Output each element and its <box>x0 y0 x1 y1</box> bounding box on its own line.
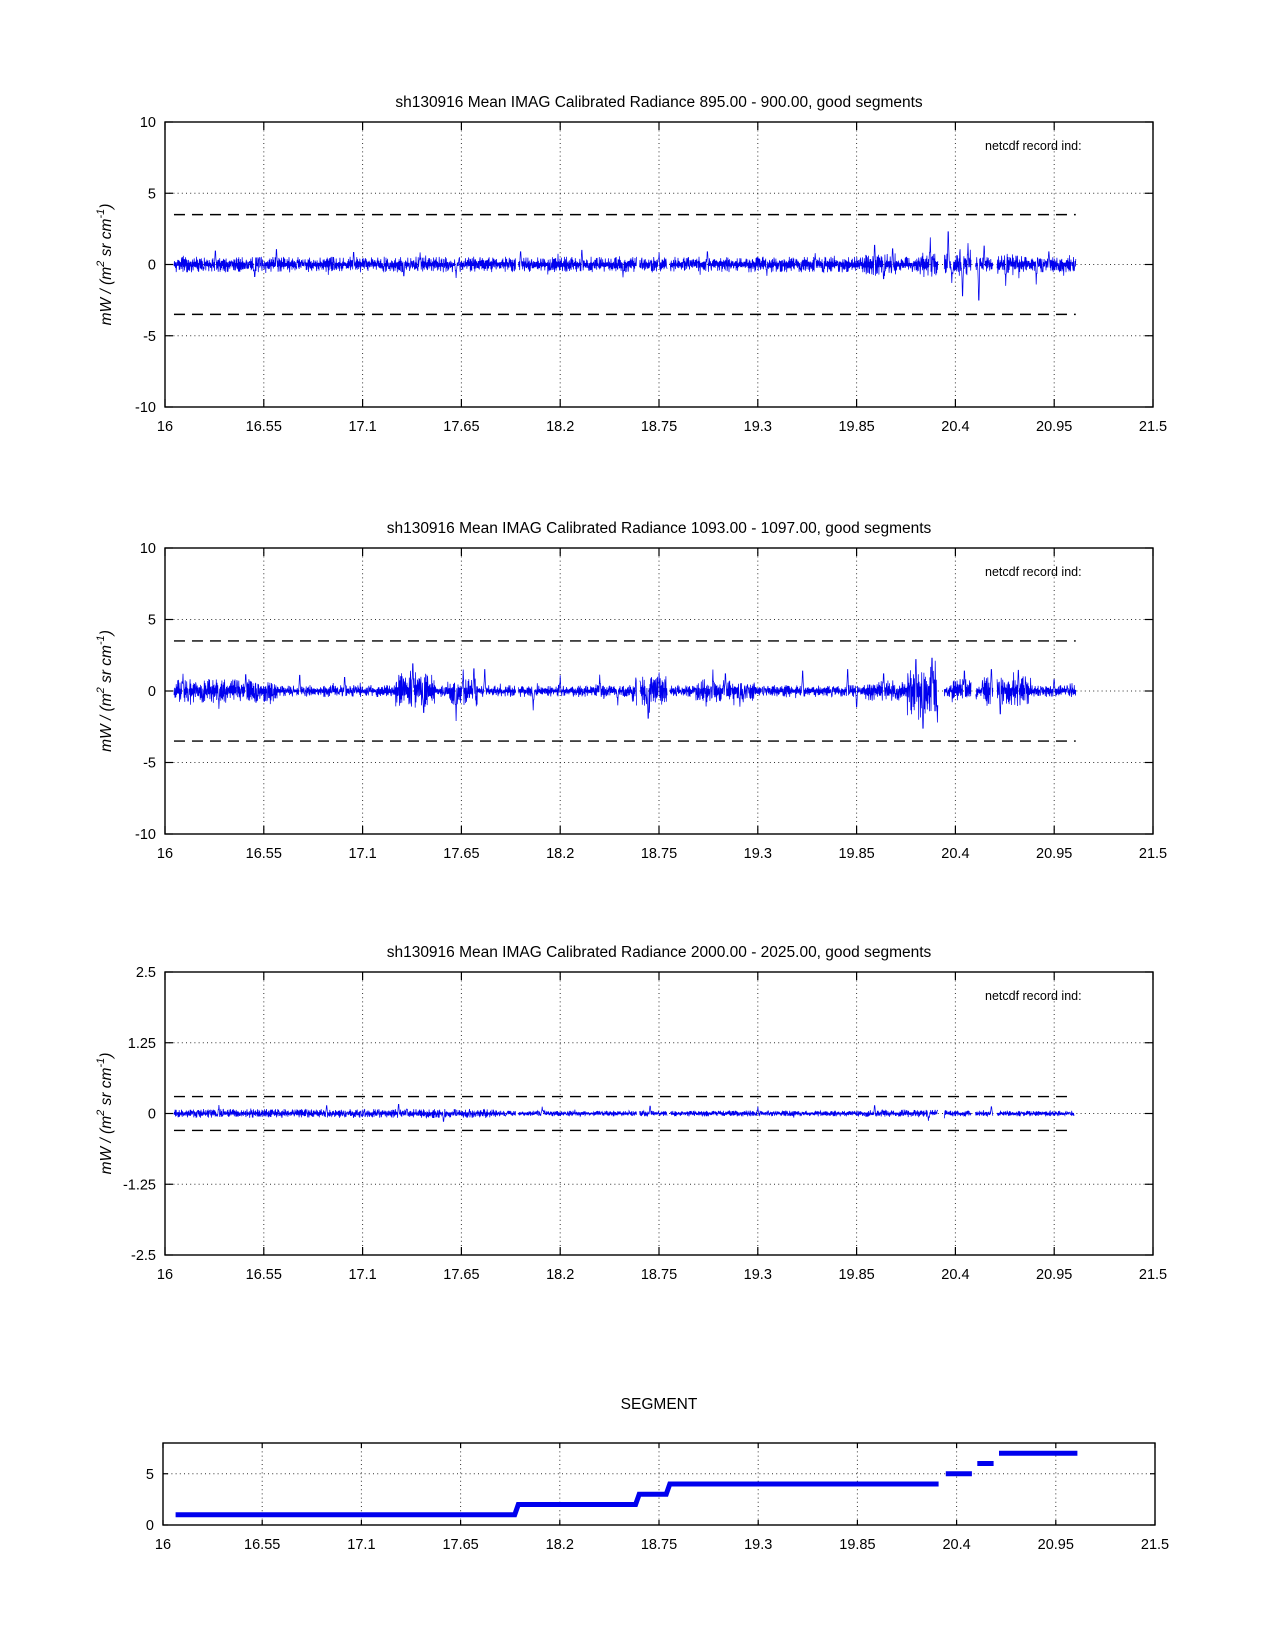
y-tick-label: 5 <box>147 612 156 629</box>
plot-title: sh130916 Mean IMAG Calibrated Radiance 2000.00 - 2025.00, good segments <box>386 944 932 961</box>
netcdf-record-annotation: netcdf record ind: <box>985 565 1082 579</box>
plot-radiance-1093-1097 <box>95 520 1167 862</box>
x-tick-label: 16.55 <box>245 1267 282 1283</box>
y-tick-label: -1.25 <box>122 1177 156 1194</box>
x-tick-label: 20.4 <box>942 1537 971 1553</box>
y-tick-label: -2.5 <box>131 1248 156 1264</box>
x-tick-label: 19.3 <box>744 1537 773 1553</box>
plot-title: SEGMENT <box>620 1396 698 1413</box>
x-tick-label: 20.95 <box>1036 1267 1073 1283</box>
x-tick-label: 18.2 <box>546 846 575 862</box>
x-tick-label: 21.5 <box>1138 846 1168 862</box>
y-tick-label: 10 <box>139 541 156 557</box>
x-tick-label: 19.3 <box>743 846 772 862</box>
x-tick-label: 19.85 <box>838 846 875 862</box>
x-tick-label: 18.75 <box>640 1537 678 1553</box>
segment-series <box>176 1453 1078 1515</box>
x-tick-label: 20.4 <box>941 846 970 862</box>
x-tick-label: 16.55 <box>245 419 282 435</box>
x-tick-label: 16 <box>156 846 174 862</box>
x-tick-label: 17.65 <box>443 1267 480 1283</box>
x-tick-label: 21.5 <box>1138 1267 1168 1283</box>
x-tick-label: 20.95 <box>1037 1537 1074 1553</box>
plot-radiance-2000-2025 <box>95 944 1167 1283</box>
x-tick-label: 19.85 <box>838 419 875 435</box>
x-tick-label: 21.5 <box>1140 1537 1170 1553</box>
x-tick-label: 18.75 <box>640 419 678 435</box>
x-tick-label: 17.65 <box>442 1537 479 1553</box>
x-tick-label: 16 <box>156 1267 174 1283</box>
x-tick-label: 16.55 <box>245 846 282 862</box>
x-tick-label: 19.3 <box>743 419 772 435</box>
plot-radiance-895-900 <box>95 94 1167 435</box>
x-tick-label: 20.4 <box>941 419 970 435</box>
y-tick-label: 0 <box>147 1106 156 1123</box>
y-tick-label: -5 <box>143 755 156 772</box>
y-tick-label: 1.25 <box>127 1035 156 1052</box>
x-tick-label: 18.75 <box>640 1267 678 1283</box>
x-tick-label: 20.95 <box>1036 419 1073 435</box>
x-tick-label: 17.65 <box>443 846 480 862</box>
y-tick-label: 0 <box>147 257 156 274</box>
x-tick-label: 17.1 <box>347 1537 376 1553</box>
plot-title: sh130916 Mean IMAG Calibrated Radiance 895.00 - 900.00, good segments <box>395 94 923 111</box>
y-tick-label: -5 <box>143 328 156 345</box>
y-axis-label: mW / ($m^2$ sr $cm^{-1}$) <box>95 1052 115 1175</box>
x-tick-label: 17.1 <box>348 846 377 862</box>
x-tick-label: 18.2 <box>545 1537 574 1553</box>
y-tick-label: 5 <box>147 186 156 203</box>
plot-title: sh130916 Mean IMAG Calibrated Radiance 1093.00 - 1097.00, good segments <box>386 520 932 537</box>
x-tick-label: 19.85 <box>839 1537 876 1553</box>
x-tick-label: 18.2 <box>546 419 575 435</box>
y-axis-label: mW / ($m^2$ sr $cm^{-1}$) <box>95 203 115 326</box>
x-tick-label: 17.1 <box>348 1267 377 1283</box>
y-tick-label: 0 <box>147 684 156 700</box>
x-tick-label: 16.55 <box>244 1537 281 1553</box>
radiance-series <box>174 1104 1074 1121</box>
y-tick-label: 0 <box>145 1518 154 1534</box>
y-tick-label: 5 <box>145 1466 154 1483</box>
plot-segment <box>146 1396 1169 1553</box>
radiance-series <box>174 658 1076 728</box>
x-tick-label: 18.75 <box>640 846 678 862</box>
x-tick-label: 16 <box>156 419 174 435</box>
netcdf-record-annotation: netcdf record ind: <box>985 139 1082 153</box>
x-tick-label: 20.95 <box>1036 846 1073 862</box>
netcdf-record-annotation: netcdf record ind: <box>985 989 1082 1003</box>
x-tick-label: 16 <box>154 1537 172 1553</box>
radiance-series <box>174 232 1076 300</box>
x-tick-label: 19.3 <box>743 1267 772 1283</box>
x-tick-label: 17.1 <box>348 419 377 435</box>
y-tick-label: -10 <box>135 827 156 843</box>
y-tick-label: 10 <box>139 115 156 131</box>
x-tick-label: 20.4 <box>941 1267 970 1283</box>
y-tick-label: -10 <box>135 400 156 416</box>
x-tick-label: 17.65 <box>443 419 480 435</box>
y-tick-label: 2.5 <box>135 965 156 981</box>
y-axis-label: mW / ($m^2$ sr $cm^{-1}$) <box>95 630 115 752</box>
x-tick-label: 21.5 <box>1138 419 1168 435</box>
x-tick-label: 19.85 <box>838 1267 875 1283</box>
x-tick-label: 18.2 <box>546 1267 575 1283</box>
